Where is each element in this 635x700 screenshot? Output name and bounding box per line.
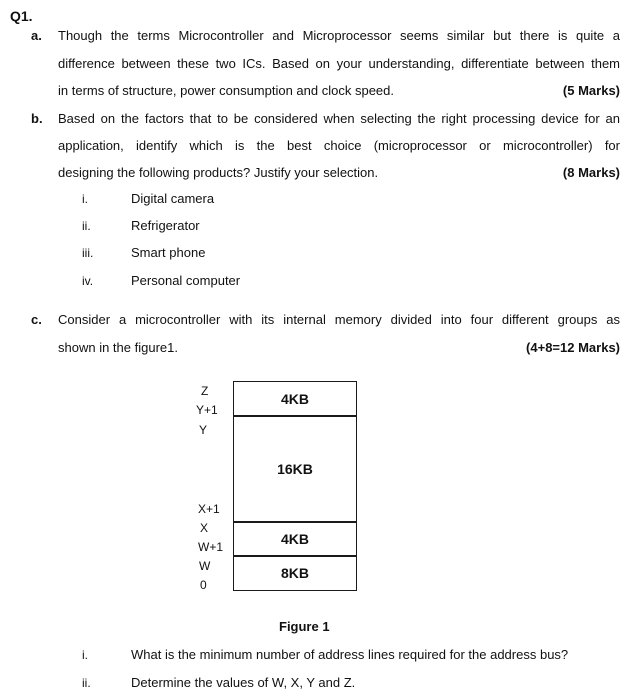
memory-block-4: 8KB [233,555,357,591]
memory-block-3: 4KB [233,521,357,557]
part-c-marks: (4+8=12 Marks) [526,340,620,355]
part-b-line-2: application, identify which is the best choice (microprocessor or microcontroller) for [58,138,620,153]
part-c-line-1: Consider a microcontroller with its internal memory divided into four different groups as [58,312,620,327]
part-b-item-3-number: iii. [82,246,94,260]
part-b-item-4-number: iv. [82,274,94,288]
part-c-label: c. [31,312,42,327]
part-c-item-1-number: i. [82,648,88,662]
part-b-line-1: Based on the factors that to be considered when selecting the right processing device for an [58,111,620,126]
memory-block-2: 16KB [233,415,357,523]
part-a-line-3: in terms of structure, power consumption and clock speed. [58,83,394,98]
part-a-line-1: Though the terms Microcontroller and Microprocessor seems similar but there is quite a [58,28,620,43]
question-number: Q1. [10,8,33,24]
address-w-plus-1: W+1 [198,540,224,554]
part-b-item-3-text: Smart phone [131,245,206,260]
part-b-item-1-number: i. [82,192,88,206]
part-b-item-1-text: Digital camera [131,191,215,206]
part-b-item-4-text: Personal computer [131,273,241,288]
part-c-item-1-text: What is the minimum number of address lines required for the address bus? [131,647,569,662]
address-y-plus-1: Y+1 [196,403,218,417]
part-a-label: a. [31,28,42,43]
figure-caption: Figure 1 [279,619,330,634]
address-x-plus-1: X+1 [198,502,220,516]
part-c-line-2: shown in the figure1. [58,340,178,355]
memory-block-1: 4KB [233,381,357,417]
part-c-item-2-number: ii. [82,676,91,690]
part-b-label: b. [31,111,43,126]
address-z: Z [201,384,209,398]
part-a-marks: (5 Marks) [562,83,620,98]
address-w: W [199,559,211,573]
address-x: X [200,521,209,535]
part-b-line-3: designing the following products? Justify your selection. [58,165,379,180]
part-b-marks: (8 Marks) [562,165,620,180]
part-b-item-2-text: Refrigerator [131,218,200,233]
part-a-line-2: difference between these two ICs. Based on your understanding, differentiate between them [58,56,620,71]
part-c-item-2-text: Determine the values of W, X, Y and Z. [131,675,356,690]
address-0: 0 [200,578,207,592]
part-b-item-2-number: ii. [82,219,91,233]
address-y: Y [199,423,208,437]
